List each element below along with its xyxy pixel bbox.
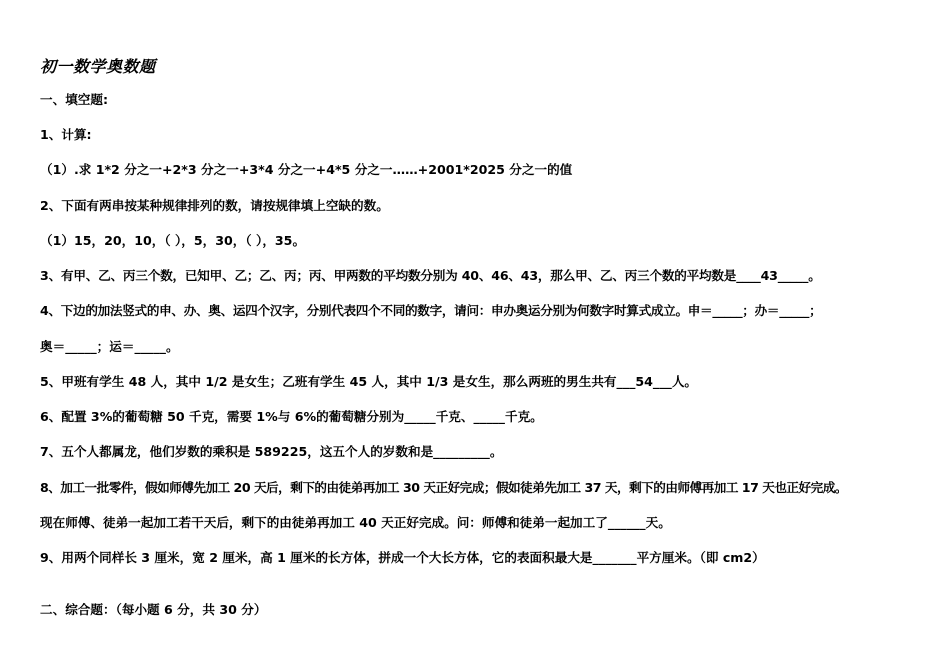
question-2: 2、下面有两串按某种规律排列的数，请按规律填上空缺的数。 [40, 198, 389, 213]
section-heading-comprehensive: 二、综合题：（每小题 6 分，共 30 分） [40, 602, 267, 617]
question-8: 8、加工一批零件，假如师傅先加工 20 天后，剩下的由徒弟再加工 30 天正好完成；假如徒弟先加工 37 天，剩下的由师傅再加工 17 天也正好完成。 [40, 480, 847, 495]
question-5: 5、甲班有学生 48 人，其中 1/2 是女生；乙班有学生 45 人，其中 1/3 是女生，那么两班的男生共有___54___人。 [40, 374, 698, 389]
question-3: 3、有甲、乙、丙三个数，已知甲、乙；乙、丙；丙、甲两数的平均数分别为 40、46、43，那么甲、乙、丙三个数的平均数是____43_____。 [40, 268, 821, 283]
question-4-continued: 奥＝_____；运＝_____。 [40, 339, 179, 354]
question-1-heading: 1、计算: [40, 127, 92, 142]
question-1-part-1: （1）.求 1*2 分之一+2*3 分之一+3*4 分之一+4*5 分之一……+2001*2025 分之一的值 [40, 162, 573, 177]
question-2-part-1: （1）15，20，10，（ ），5，30，（ ），35。 [40, 233, 306, 248]
question-8-continued: 现在师傅、徒弟一起加工若干天后，剩下的由徒弟再加工 40 天正好完成。问：师傅和徒弟一起加工了______天。 [40, 515, 671, 530]
question-6: 6、配置 3%的葡萄糖 50 千克，需要 1%与 6%的葡萄糖分别为_____千克、_____千克。 [40, 409, 543, 424]
section-heading-fill-in: 一、填空题: [40, 92, 109, 107]
question-7: 7、五个人都属龙，他们岁数的乘积是 589225，这五个人的岁数和是_________。 [40, 444, 503, 459]
question-4: 4、下边的加法竖式的申、办、奥、运四个汉字，分别代表四个不同的数字，请问：申办奥运分别为何数字时算式成立。申＝_____；办＝_____； [40, 303, 822, 318]
question-9: 9、用两个同样长 3 厘米，宽 2 厘米，高 1 厘米的长方体，拼成一个大长方体，它的表面积最大是_______平方厘米。（即 cm2） [40, 550, 765, 565]
document-title: 初一数学奥数题 [40, 57, 156, 76]
